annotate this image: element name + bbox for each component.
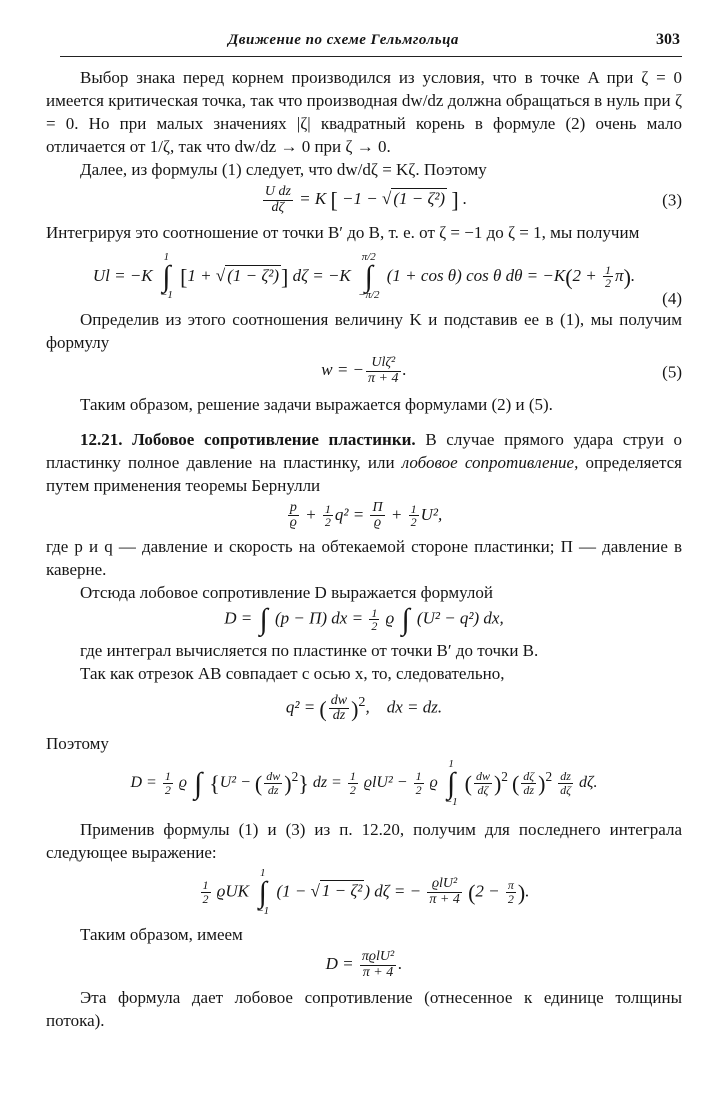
equation-number-3: (3) [662,190,682,210]
page-number: 303 [656,31,680,48]
paragraph-solution: Таким образом, решение задачи выражается формулами (2) и (5). [80,394,553,414]
section-intro-start: В случае прямого удара струи о пластинку полное давление на пластинку, или [46,429,682,472]
paragraph-integral-over-plate: где интеграл вычисляется по пластинке от точки B′ до точки B. [80,641,539,661]
equation-4: Ul = −K 1 ∫ −1 [1 + √ (1 − ζ²)] dζ = −K π/2 ∫ −π/2 (1 + cos θ) cos θ dθ = −K(2 + $\frac{1}{2}$ π). (4) [92,251,682,309]
equation-q-squared: q² = ( $\frac{dw}{dz}$ )$^2$, dx = dz. [285,692,443,724]
section-title: 12.21. Лобовое сопротивление пластинки. [80,429,416,449]
page-body [46,66,682,1032]
section-intro-end: , определяется путем применения теоремы Бернулли [46,452,682,495]
paragraph-where-p-q: где p и q — давление и скорость на обтекаемой стороне пластинки; Π — давление в каверне. [46,537,682,580]
paragraph-applying-formulas: Применив формулы (1) и (3) из п. 12.20, получим для последнего интеграла следующее выражение: [46,820,682,863]
paragraph-integrating: Интегрируя это соотношение от точки B′ до B, т. е. от ζ = −1 до ζ = 1, мы получим [46,223,640,243]
equation-5: w = − $\frac{\text{Ulζ²}}{\pi + 4}$ . (5) [321,355,682,387]
paragraph-derivative: Далее, из формулы (1) следует, что dw/dζ = Kζ. Поэтому [80,160,487,179]
section-12-21-paragraph [46,428,682,497]
running-title: Движение по схеме Гельмгольца [228,32,459,48]
section-term: лобовое сопротивление [401,452,575,472]
paragraph-conclusion: Эта формула дает лобовое сопротивление (отнесенное к единице толщины потока). [46,988,682,1031]
equation-drag-integral: D = ∫ (p − Π) dx = $\frac{1}{2}$ ϱ ∫ (U² − q²) dx, [224,603,504,637]
running-header [60,30,682,57]
equation-number-4: (4) [662,289,682,309]
paragraph-therefore: Поэтому [46,734,109,754]
equation-drag-final: D = $\frac{\text{πϱlU²}}{\pi + 4}$ . [325,949,403,980]
paragraph-hence-drag: Отсюда лобовое сопротивление D выражается формулой [80,583,494,603]
paragraph-sign-choice: Выбор знака перед корнем производился из условия, что в точке A при ζ = 0 имеется критическая точка, так что производная dw/dz должна обращаться в нуль при ζ = 0. Но при малых значениях |ζ| квадратный корень в формуле (2) очень мало отличается от 1/ζ, так что dw/dz → 0 при ζ → 0. [46,68,682,156]
paragraph-segment-ab: Так как отрезок AB совпадает с осью x, то, следовательно, [80,664,505,684]
equation-bernoulli: $\frac{p}{ϱ}$ + $\frac{1}{2}$ q² = $\frac{\Pi}{ϱ}$ + $\frac{1}{2}$ U², [289,499,443,531]
paragraph-determining-k: Определив из этого соотношения величину K и подставив ее в (1), мы получим формулу [46,310,682,353]
equation-3: $\frac{\text{U dz}}{d\zeta}$ = K [ −1 − √ (1 − ζ²) ] . (3) [264,184,682,215]
paragraph-thus-we-have: Таким образом, имеем [80,925,243,945]
equation-drag-expanded: D = $\frac{1}{2}$ ϱ ∫ {U² − ( $\frac{dw}{dz}$ )$^2$} dz = $\frac{1}{2}$ ϱlU² − $\frac{1}{2}$ ϱ 1 ∫ −1 ( $\frac{dw}{d\zeta}$ )$^2$ ( $\frac{d\zeta}{dz}$ )$^2$ $\frac{dz}{d\zeta}$ dζ. [130,758,598,809]
equation-number-5: (5) [662,362,682,382]
equation-last-integral: $\frac{1}{2}$ ϱUK 1 ∫ −1 (1 − √ 1 − ζ² ) dζ = − $\frac{\text{ϱlU²}}{\pi + 4}$ (2 − $\frac{\pi}{2}$ ). [202,867,530,918]
